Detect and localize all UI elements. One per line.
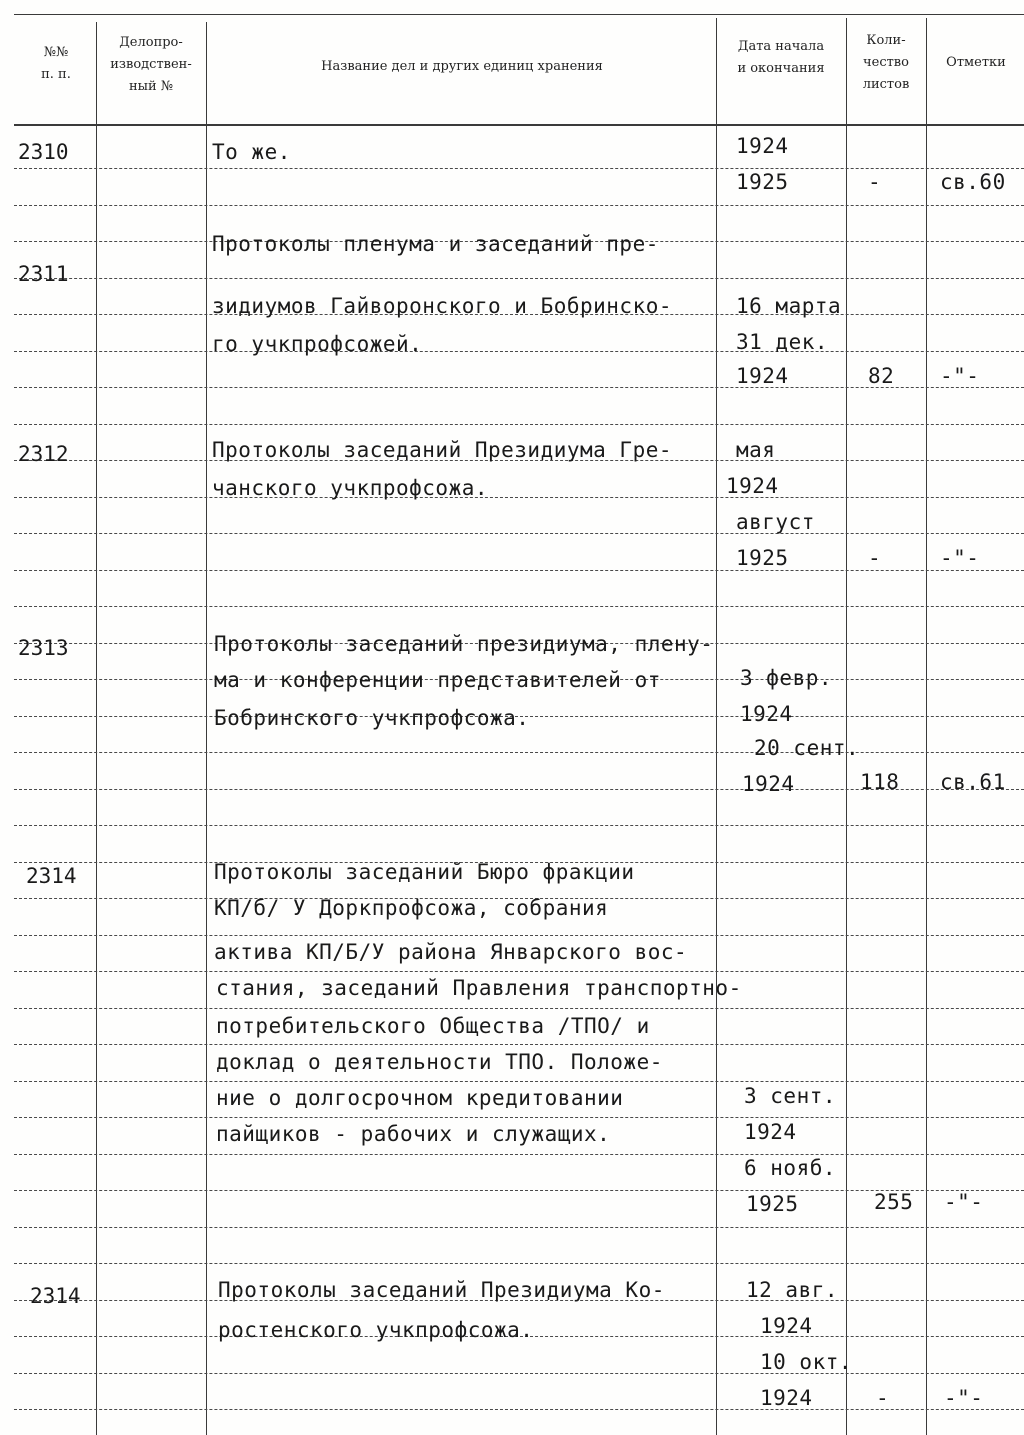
header-sheets: Коли- чество листов (862, 33, 910, 92)
header-title: Название дел и других единиц хранения (321, 59, 603, 74)
row-number: 2312 (18, 442, 69, 466)
row-notes: -"- (944, 1190, 984, 1214)
row-title-line: То же. (212, 140, 291, 164)
row-sheets: - (868, 170, 882, 194)
row-date-line: 1924 (760, 1386, 813, 1410)
row-date-line: мая (736, 438, 776, 462)
row-sheets: - (868, 546, 882, 570)
ruled-line (14, 278, 1024, 279)
column-rule (716, 18, 717, 1435)
row-date-line: 1925 (746, 1192, 799, 1216)
column-rule (926, 18, 927, 1435)
row-title-line: Бобринского учкпрофсожа. (214, 706, 530, 730)
row-date-line: 1925 (736, 170, 789, 194)
ruled-line (14, 205, 1024, 206)
row-date-line: 10 окт. (760, 1350, 853, 1374)
ruled-line (14, 424, 1024, 425)
row-title-line: Протоколы заседаний Бюро фракции (214, 860, 635, 884)
row-title-line: ростенского учкпрофсожа. (218, 1318, 534, 1342)
row-date-line: 1924 (736, 134, 789, 158)
ruled-line (14, 1409, 1024, 1410)
ruled-line (14, 1190, 1024, 1191)
row-date-line: 12 авг. (746, 1278, 839, 1302)
ruled-line (14, 1373, 1024, 1374)
row-notes: св.60 (940, 170, 1006, 194)
row-date-line: 1924 (740, 702, 793, 726)
row-sheets: 82 (868, 364, 895, 388)
row-notes: -"- (940, 364, 980, 388)
row-title-line: го учкпрофсожей. (212, 332, 423, 356)
row-number: 2314 (26, 864, 77, 888)
row-date-line: 16 марта (736, 294, 842, 318)
row-sheets: 118 (860, 770, 900, 794)
row-date-line: 1924 (744, 1120, 797, 1144)
row-date-line: 1924 (742, 772, 795, 796)
row-title-line: доклад о деятельности ТПО. Положе- (216, 1050, 663, 1074)
row-title-line: Протоколы заседаний Президиума Ко- (218, 1278, 665, 1302)
row-title-line: Протоколы пленума и заседаний пре- (212, 232, 659, 256)
row-notes: -"- (944, 1386, 984, 1410)
ruled-line (14, 533, 1024, 534)
column-rule (96, 22, 97, 1435)
row-notes: -"- (940, 546, 980, 570)
ruled-line (14, 1227, 1024, 1228)
row-notes: св.61 (940, 770, 1006, 794)
row-title-line: актива КП/Б/У района Январского вос- (214, 940, 688, 964)
row-number: 2310 (18, 140, 69, 164)
row-date-line: 6 нояб. (744, 1156, 837, 1180)
ruled-line (14, 497, 1024, 498)
row-title-line: ма и конференции представителей от (214, 668, 661, 692)
row-date-line: 20 сент. (754, 736, 860, 760)
row-title-line: пайщиков - рабочих и служащих. (216, 1122, 611, 1146)
row-title-line: потребительского Общества /ТПО/ и (216, 1014, 650, 1038)
row-date-line: 1925 (736, 546, 789, 570)
row-title-line: ние о долгосрочном кредитовании (216, 1086, 624, 1110)
row-number: 2311 (18, 262, 69, 286)
header-top-rule (14, 14, 1024, 15)
row-date-line: 3 сент. (744, 1084, 837, 1108)
ruled-line (14, 1154, 1024, 1155)
header-rule (14, 124, 1024, 126)
ruled-line (14, 1263, 1024, 1264)
row-date-line: 1924 (736, 364, 789, 388)
header-dates: Дата начала и окончания (737, 39, 825, 76)
ruled-line (14, 752, 1024, 753)
row-date-line: 3 февр. (740, 666, 833, 690)
header-number: №№ п. п. (41, 45, 71, 82)
row-title-line: Протоколы заседаний президиума, плену- (214, 632, 714, 656)
column-rule (206, 22, 207, 1435)
row-number: 2313 (18, 636, 69, 660)
row-date-line: август (736, 510, 815, 534)
row-title-line: зидиумов Гайворонского и Бобринско- (212, 294, 673, 318)
row-title-line: стания, заседаний Правления транспортно- (216, 976, 742, 1000)
row-date-line: 31 дек. (736, 330, 829, 354)
row-title-line: Протоколы заседаний Президиума Гре- (212, 438, 673, 462)
ruled-line (14, 351, 1024, 352)
row-sheets: 255 (874, 1190, 914, 1214)
row-title-line: КП/б/ У Доркпрофсожа, собрания (214, 896, 609, 920)
ruled-line (14, 606, 1024, 607)
row-title-line: чанского учкпрофсожа. (212, 476, 489, 500)
column-rule (846, 18, 847, 1435)
row-date-line: 1924 (726, 474, 779, 498)
row-date-line: 1924 (760, 1314, 813, 1338)
row-sheets: - (876, 1386, 890, 1410)
header-office-number: Делопро- изводствен- ный № (110, 35, 192, 94)
header-notes: Отметки (946, 55, 1006, 70)
row-number: 2314 (30, 1284, 81, 1308)
ruled-line (14, 825, 1024, 826)
